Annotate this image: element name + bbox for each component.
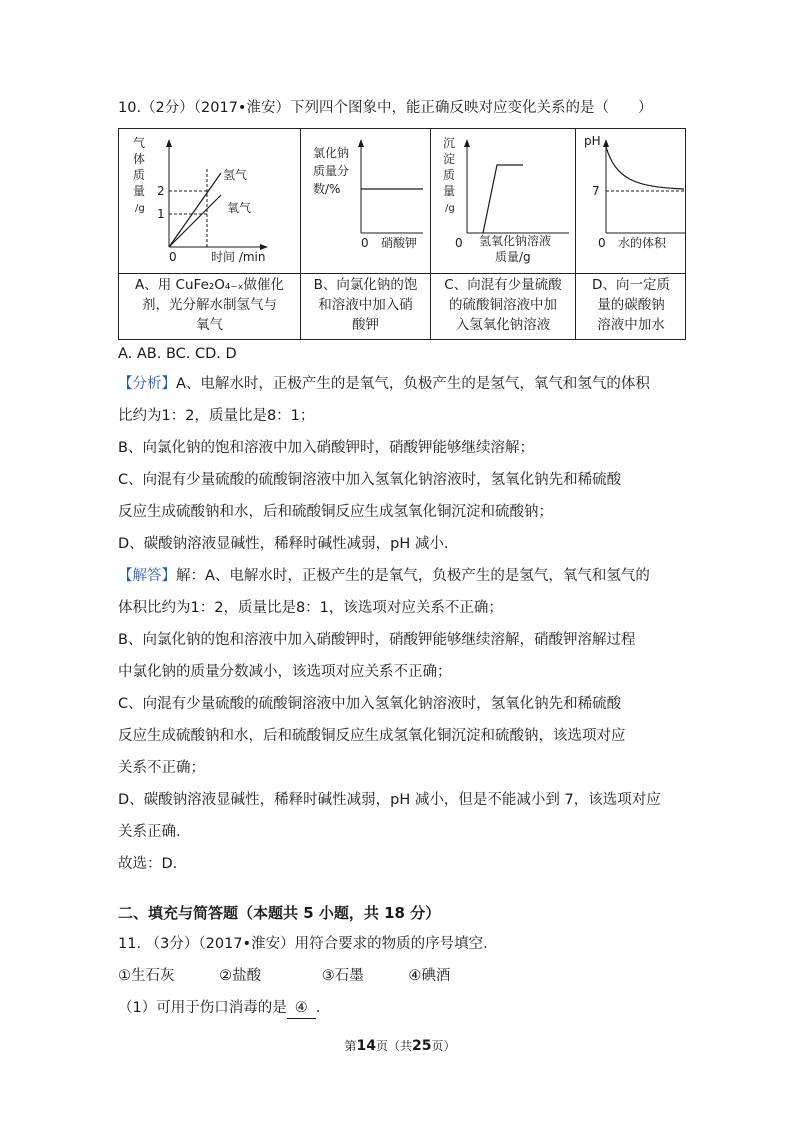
options-line: A. AB. BC. CD. D	[118, 346, 237, 362]
graph-c-ylabel: 量	[443, 184, 456, 198]
question11-choices	[118, 966, 450, 986]
page-footer: 第14页（共25页）	[344, 1038, 456, 1054]
graph-d	[576, 129, 686, 273]
analysis-tag: 【分析】	[118, 376, 176, 392]
page-number: 14	[356, 1038, 376, 1054]
option-graph-table	[118, 128, 686, 340]
solution-line: D、碳酸钠溶液显碱性，稀释时碱性减弱，pH 减小，但是不能减小到 7，该选项对应	[118, 792, 661, 808]
graph-b	[301, 129, 429, 273]
option-c-caption: C、向混有少量硫酸 的硫酸铜溶液中加 入氢氧化钠溶液	[444, 277, 562, 333]
option-a-caption: A、用 CuFe₂O₄₋ₓ做催化 剂，光分解水制氢气与 氧气	[135, 277, 284, 333]
page-total: 25	[412, 1038, 432, 1054]
choice-item: ③石墨	[321, 968, 364, 984]
analysis-line: 反应生成硫酸钠和水，后和硫酸铜反应生成氢氧化铜沉淀和硫酸钠；	[118, 504, 553, 520]
solution-line: 反应生成硫酸钠和水，后和硫酸铜反应生成氢氧化铜沉淀和硫酸钠，该选项对应	[118, 728, 626, 744]
graph-a-ylabel: 气	[133, 136, 146, 150]
graph-c-origin: 0	[455, 236, 463, 250]
analysis-line: D、碳酸钠溶液显碱性，稀释时碱性减弱，pH 减小.	[118, 536, 449, 552]
graph-b-ylabel: 质量分	[313, 164, 350, 178]
solution-line: 中氯化钠的质量分数减小，该选项对应关系不正确；	[118, 664, 452, 680]
graph-b-ylabel: 数/%	[313, 182, 341, 196]
analysis-line: 比约为1：2，质量比是8：1；	[118, 408, 315, 424]
graph-a-ylabel: 质	[133, 168, 146, 182]
analysis-line: C、向混有少量硫酸的硫酸铜溶液中加入氢氧化钠溶液时，氢氧化钠先和稀硫酸	[118, 472, 622, 488]
option-b-caption: B、向氯化钠的饱 和溶液中加入硝 酸钾	[313, 277, 418, 333]
graph-a-series-label: 氢气	[223, 168, 248, 182]
graph-a-ylabel: 量	[133, 184, 146, 198]
solution-line: C、向混有少量硫酸的硫酸铜溶液中加入氢氧化钠溶液时，氢氧化钠先和稀硫酸	[118, 696, 622, 712]
analysis-line: B、向氯化钠的饱和溶液中加入硝酸钾时，硝酸钾能够继续溶解；	[118, 440, 534, 456]
solution-answer: 故选：D.	[118, 856, 178, 872]
graph-b-origin: 0	[361, 236, 369, 250]
choice-item: ②盐酸	[219, 968, 262, 984]
graph-c-ylabel: 淀	[443, 152, 456, 166]
graph-a-tick: 2	[157, 184, 165, 198]
question11-stem: 11. （3分）（2017•淮安）用符合要求的物质的序号填空.	[118, 936, 488, 952]
solution-line: 体积比约为1：2，质量比是8：1，该选项对应关系不正确；	[118, 600, 503, 616]
graph-b-xlabel: 硝酸钾	[381, 236, 418, 250]
graph-d-origin: 0	[598, 236, 606, 250]
graph-c-xlabel: 质量/g	[495, 250, 531, 264]
section-title: 二、填充与简答题（本题共 5 小题，共 18 分）	[118, 904, 441, 922]
answer-blank: ④	[287, 998, 316, 1019]
table-divider	[119, 273, 685, 274]
choice-item: ④碘酒	[408, 968, 451, 984]
graph-a	[119, 129, 299, 273]
graph-b-ylabel: 氯化钠	[313, 146, 350, 160]
graph-d-tick: 7	[592, 184, 600, 198]
graph-d-ylabel: pH	[584, 134, 601, 148]
graph-d-xlabel: 水的体积	[618, 236, 667, 250]
solution-line: 关系不正确；	[118, 760, 205, 776]
graph-a-tick: 1	[157, 207, 165, 221]
option-d-caption: D、向一定质 量的碳酸钠 溶液中加水	[592, 277, 670, 333]
graph-a-origin: 0	[169, 250, 177, 264]
question11-sub1: （1）可用于伤口消毒的是 ④ .	[118, 998, 320, 1019]
choice-item: ①生石灰	[118, 968, 175, 984]
graph-c-xlabel: 氢氧化钠溶液	[479, 234, 552, 248]
solution-line: 关系正确.	[118, 824, 181, 840]
solution-line: B、向氯化钠的饱和溶液中加入硝酸钾时，硝酸钾能够继续溶解，硝酸钾溶解过程	[118, 632, 636, 648]
graph-c-ylabel: /g	[445, 203, 455, 214]
graph-a-series-label: 氧气	[227, 201, 252, 215]
graph-a-xlabel: 时间 /min	[211, 250, 266, 264]
graph-c-ylabel: 沉	[443, 136, 456, 150]
analysis-line: 【分析】A、电解水时，正极产生的是氧气，负极产生的是氢气，氧气和氢气的体积	[118, 376, 650, 392]
question10-stem: 10.（2分）（2017•淮安）下列四个图象中，能正确反映对应变化关系的是（ ）	[118, 100, 653, 116]
graph-c-ylabel: 质	[443, 168, 456, 182]
graph-a-ylabel: 体	[133, 152, 146, 166]
graph-c	[431, 129, 574, 273]
solution-line: 【解答】解：A、电解水时，正极产生的是氧气，负极产生的是氢气，氧气和氢气的	[118, 568, 650, 584]
solution-tag: 【解答】	[118, 568, 176, 584]
graph-a-ylabel: /g	[135, 203, 145, 214]
